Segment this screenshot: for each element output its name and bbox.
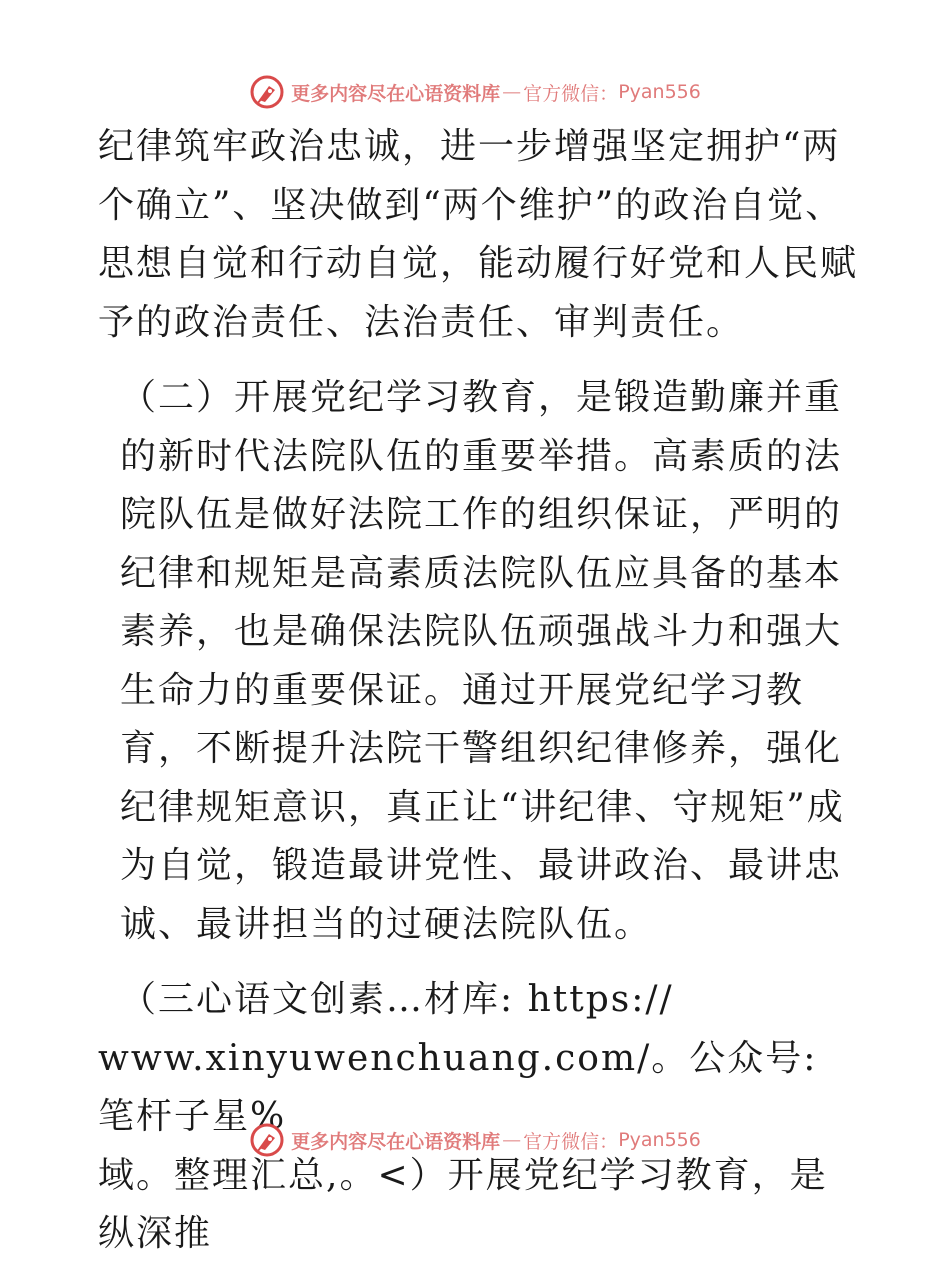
paragraph-3-line-3: 域。整理汇总,。<）开展党纪学习教育，是纵深推 bbox=[98, 1154, 828, 1254]
banner-wechat-label: 官方微信： bbox=[523, 82, 619, 105]
paragraph-3-line-1: （三心语文创素…材库: https:// bbox=[120, 979, 674, 1020]
banner-wechat-account: Pyan556 bbox=[618, 81, 701, 103]
pen-nib-logo-icon bbox=[249, 74, 285, 110]
document-body bbox=[98, 118, 858, 1264]
footer-brand-text: 更多内容尽在心语资料库 bbox=[291, 1130, 501, 1153]
paragraph-3-line-2: www.xinyuwenchuang.com/。公众号: 笔杆子星% bbox=[98, 1037, 818, 1137]
paragraph-2: （二）开展党纪学习教育，是锻造勤廉并重的新时代法院队伍的重要举措。高素质的法院队伍是做好法院工作的组织保证，严明的纪律和规矩是高素质法院队伍应具备的基本素养，也是确保法院队伍顽强战斗力和强大生命力的重要保证。通过开展党纪学习教育，不断提升法院干警组织纪律修养，强化纪律规矩意识，真正让“讲纪律、守规矩”成为自觉，锻造最讲党性、最讲政治、最讲忠诚、最讲担当的过硬法院队伍。 bbox=[120, 377, 845, 945]
footer-banner bbox=[0, 1120, 950, 1160]
footer-wechat-account: Pyan556 bbox=[618, 1129, 701, 1151]
paragraph-1: 纪律筑牢政治忠诚，进一步增强坚定拥护“两个确立”、坚决做到“两个维护”的政治自觉、思想自觉和行动自觉，能动履行好党和人民赋予的政治责任、法治责任、审判责任。 bbox=[98, 126, 859, 343]
footer-wechat-label: 官方微信： bbox=[523, 1130, 619, 1153]
banner-brand-text: 更多内容尽在心语资料库 bbox=[291, 82, 501, 105]
paragraph-3 bbox=[98, 971, 858, 1030]
header-banner bbox=[0, 72, 950, 112]
banner-separator: — bbox=[502, 81, 522, 103]
footer-separator: — bbox=[502, 1129, 522, 1151]
pen-nib-logo-icon bbox=[249, 1122, 285, 1158]
